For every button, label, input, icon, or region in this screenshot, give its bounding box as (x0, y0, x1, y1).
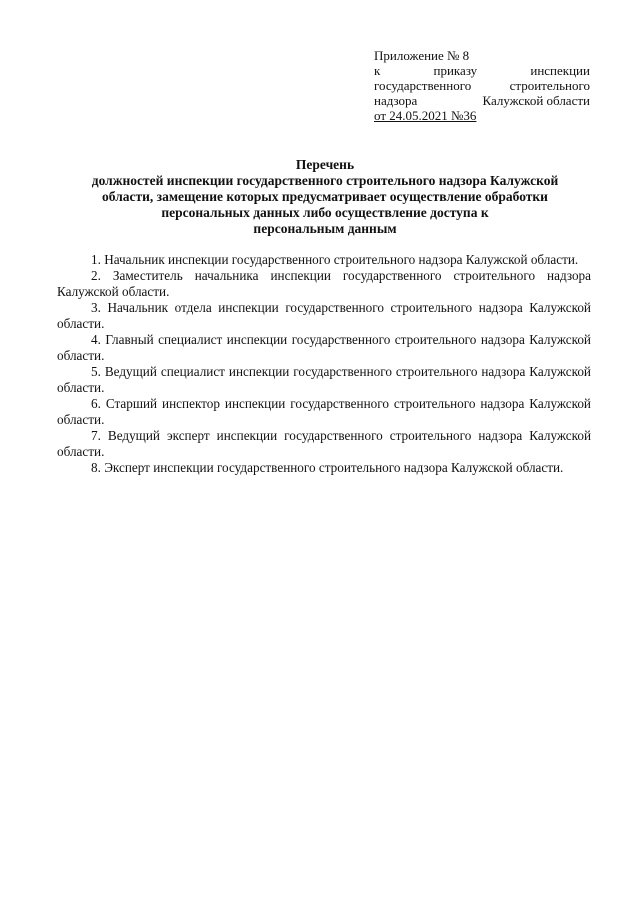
appendix-date: от 24.05.2021 №36 (374, 108, 477, 123)
title-line: персональным данным (253, 221, 397, 236)
list-item: 6. Старший инспектор инспекции государственного строительного надзора Калужской области. (57, 396, 591, 427)
list-item: 3. Начальник отдела инспекции государственного строительного надзора Калужской области. (57, 300, 591, 331)
positions-list (57, 252, 591, 476)
list-item: 5. Ведущий специалист инспекции государственного строительного надзора Калужской области. (57, 364, 591, 395)
list-item: 4. Главный специалист инспекции государственного строительного надзора Калужской области. (57, 332, 591, 363)
list-item: 2. Заместитель начальника инспекции государственного строительного надзора Калужской области. (57, 268, 591, 299)
appendix-word: государственного (374, 78, 472, 93)
list-item: 7. Ведущий эксперт инспекции государственного строительного надзора Калужской области. (57, 428, 591, 459)
title-line: должностей инспекции государственного строительного надзора Калужской (91, 173, 559, 188)
appendix-agency-line (374, 78, 590, 93)
appendix-number: Приложение № 8 (374, 48, 470, 63)
appendix-word: строительного (509, 78, 590, 93)
title-line: области, замещение которых предусматривает осуществление обработки (102, 189, 548, 204)
appendix-word: инспекции (530, 63, 590, 78)
appendix-order-line (374, 63, 590, 78)
list-item: 8. Эксперт инспекции государственного строительного надзора Калужской области. (91, 460, 564, 475)
appendix-word: надзора (374, 93, 418, 108)
appendix-header (374, 48, 590, 123)
appendix-region-line (374, 93, 590, 108)
list-item: 1. Начальник инспекции государственного строительного надзора Калужской области. (91, 252, 579, 267)
appendix-word: к (374, 63, 381, 78)
appendix-word: Калужской области (482, 93, 590, 108)
title-line: персональных данных либо осуществление доступа к (161, 205, 489, 220)
title-line: Перечень (295, 157, 355, 172)
document-title (60, 157, 590, 237)
appendix-word: приказу (433, 63, 478, 78)
